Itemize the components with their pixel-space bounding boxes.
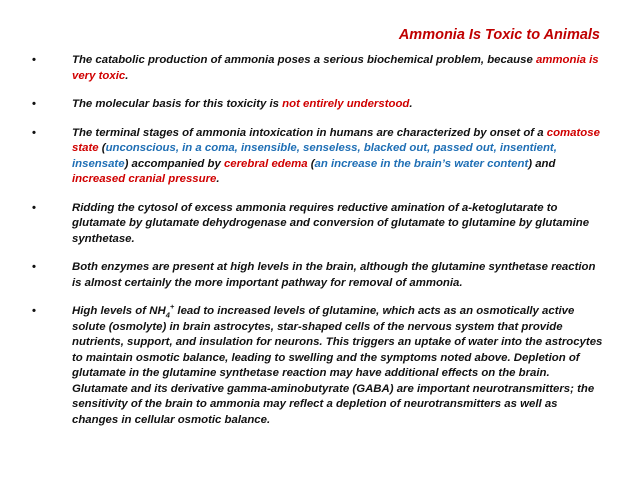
subscript: 4 xyxy=(165,310,170,320)
highlight-red: ammonia is very toxic xyxy=(72,54,599,82)
bullet-text: ) and xyxy=(528,157,556,170)
highlight-red: cerebral edema xyxy=(223,157,308,170)
bullet-text: ) accompanied by xyxy=(124,157,224,170)
bullet-marker: • xyxy=(32,54,36,66)
bullet-text: The terminal stages of ammonia intoxication in humans are characterized by onset of a xyxy=(72,126,547,139)
slide-title: Ammonia Is Toxic to Animals xyxy=(398,27,600,43)
bullet-marker: • xyxy=(32,126,36,139)
bullet-item-ammonia-toxic xyxy=(32,53,604,84)
bullet-text: lead to increased levels of glutamine, which acts as an osmotically active solute (osmolyte) in brain astrocytes, star-shaped cells of the nervous system that provide nutrients, support, and insulation for neurons. This triggers an uptake of water into the astrocytes to maintain osmotic balance, leading to swelling and the symptoms noted above. Depletion of glutamate in the glutamine synthetase reaction may have additional effects on the brain. Glutamate and its derivative gamma-aminobutyrate (GABA) are important neurotransmitters; the sensitivity of the brain to ammonia may reflect a depletion of neurotransmitters as well as changes in cellular osmotic balance. xyxy=(72,305,603,426)
bullet-item-both-enzymes xyxy=(32,260,604,291)
bullet-text: . xyxy=(125,69,129,82)
bullet-marker: • xyxy=(32,305,36,317)
bullet-marker: • xyxy=(32,201,36,214)
bullet-text: . xyxy=(216,173,220,185)
bullet-text: The molecular basis for this toxicity is xyxy=(72,98,283,110)
bullet-text: High levels of NH xyxy=(72,305,166,317)
bullet-item-terminal-stages xyxy=(32,126,604,188)
bullet-text: Ridding the cytosol of excess ammonia requires reductive amination of a-ketoglutarate to glutamate by glutamate dehydrogenase and conversion of glutamate to glutamine by glutamine synthetase. xyxy=(72,201,590,245)
highlight-blue: an increase in the brain’s water content xyxy=(314,157,529,170)
highlight-red: comatose state xyxy=(72,126,600,154)
bullet-text: The catabolic production of ammonia poses a serious biochemical problem, because xyxy=(72,54,536,66)
bullet-item-ridding-cytosol xyxy=(32,201,604,248)
bullet-text: . xyxy=(409,98,413,110)
superscript: + xyxy=(169,302,175,312)
highlight-red: increased cranial pressure xyxy=(72,173,217,185)
highlight-red: not entirely understood xyxy=(282,98,410,110)
bullet-text: Both enzymes are present at high levels in the brain, although the glutamine synthetase reaction is almost certainly the more important pathway for removal of ammonia. xyxy=(72,261,596,289)
bullet-list xyxy=(32,53,604,428)
bullet-marker: • xyxy=(32,98,36,110)
bullet-marker: • xyxy=(32,261,36,273)
bullet-text: ( xyxy=(307,157,315,170)
bullet-item-molecular-basis xyxy=(32,97,604,113)
highlight-blue: unconscious, in a coma, insensible, senseless, blacked out, passed out, insentient, insensate xyxy=(72,142,557,170)
bullet-text: ( xyxy=(98,142,106,154)
bullet-item-high-levels xyxy=(32,304,604,428)
